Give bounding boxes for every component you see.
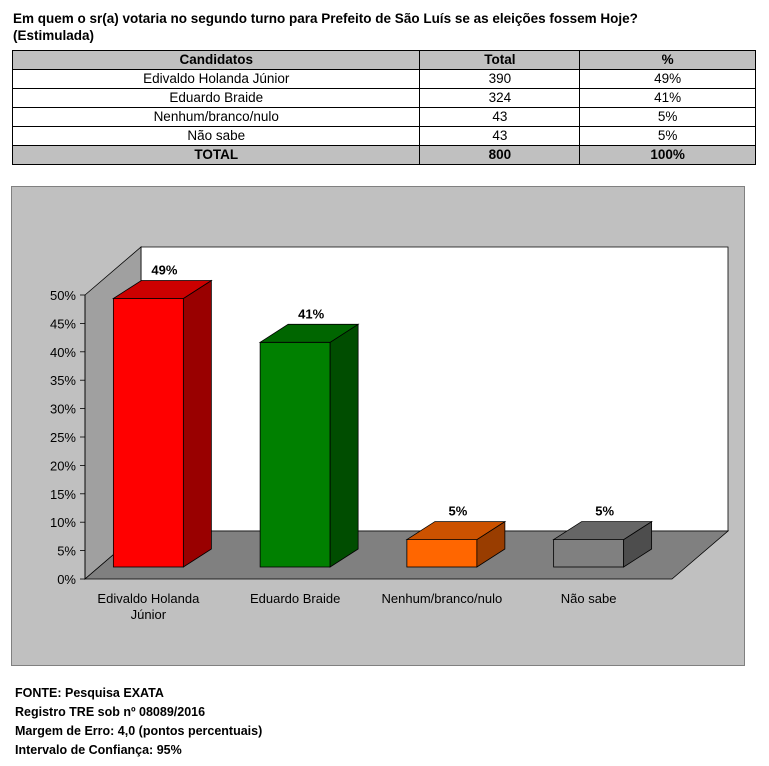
bar-front <box>407 540 477 567</box>
y-tick-label: 20% <box>49 458 76 474</box>
y-tick-label: 15% <box>49 486 76 502</box>
cell-candidate: Eduardo Braide <box>13 89 420 108</box>
header-total: Total <box>420 51 580 70</box>
data-label: 49% <box>151 262 178 278</box>
chart-back-wall <box>141 247 728 531</box>
category-label: Não sabe <box>560 591 617 606</box>
cell-percent: 41% <box>580 89 756 108</box>
data-label: 5% <box>595 503 615 519</box>
total-count: 800 <box>420 146 580 165</box>
total-label: TOTAL <box>13 146 420 165</box>
bar-front <box>113 298 183 567</box>
bar-front <box>554 540 624 567</box>
data-label: 5% <box>448 503 468 519</box>
cell-candidate: Nenhum/branco/nulo <box>13 108 420 127</box>
y-tick-label: 50% <box>49 288 76 303</box>
cell-total: 324 <box>420 89 580 108</box>
cell-total: 43 <box>420 108 580 127</box>
title-line-1: Em quem o sr(a) votaria no segundo turno para Prefeito de São Luís se as eleições fossem Hoje? <box>13 11 638 26</box>
cell-total: 43 <box>420 127 580 146</box>
header-percent: % <box>580 51 756 70</box>
y-tick-label: 5% <box>57 543 76 559</box>
cell-candidate: Não sabe <box>13 127 420 146</box>
category-label: Nenhum/branco/nulo <box>381 591 503 606</box>
bar-side <box>183 280 211 567</box>
table-row <box>13 127 756 146</box>
cell-percent: 5% <box>580 127 756 146</box>
cell-percent: 5% <box>580 108 756 127</box>
footer <box>15 684 262 760</box>
footer-source: FONTE: Pesquisa EXATA <box>15 686 164 700</box>
cell-percent: 49% <box>580 70 756 89</box>
chart-area <box>11 186 745 666</box>
y-tick-label: 25% <box>49 430 76 445</box>
category-label: Eduardo Braide <box>249 591 341 606</box>
table-row <box>13 89 756 108</box>
cell-total: 390 <box>420 70 580 89</box>
footer-registry: Registro TRE sob nº 08089/2016 <box>15 705 206 719</box>
header-candidates: Candidatos <box>13 51 420 70</box>
bar-front <box>260 342 330 567</box>
chart-title <box>13 10 758 44</box>
y-tick-label: 45% <box>49 316 76 332</box>
total-percent: 100% <box>580 146 756 165</box>
table-row <box>13 108 756 127</box>
y-tick-label: 10% <box>49 515 76 531</box>
footer-confidence: Intervalo de Confiança: 95% <box>15 743 182 757</box>
cell-candidate: Edivaldo Holanda Júnior <box>13 70 420 89</box>
bar-side <box>330 324 358 567</box>
footer-margin: Margem de Erro: 4,0 (pontos percentuais) <box>15 724 263 738</box>
data-label: 41% <box>298 306 325 322</box>
results-table <box>12 50 756 165</box>
y-tick-label: 30% <box>49 401 76 417</box>
category-label: Edivaldo Holanda Júnior <box>97 591 200 622</box>
bar-chart <box>12 187 744 665</box>
y-tick-label: 40% <box>49 344 76 360</box>
table-total-row <box>13 146 756 165</box>
table-header-row <box>13 51 756 70</box>
table-row <box>13 70 756 89</box>
y-tick-label: 35% <box>49 373 76 389</box>
y-tick-label: 0% <box>57 572 76 587</box>
title-line-2: (Estimulada) <box>13 28 95 43</box>
